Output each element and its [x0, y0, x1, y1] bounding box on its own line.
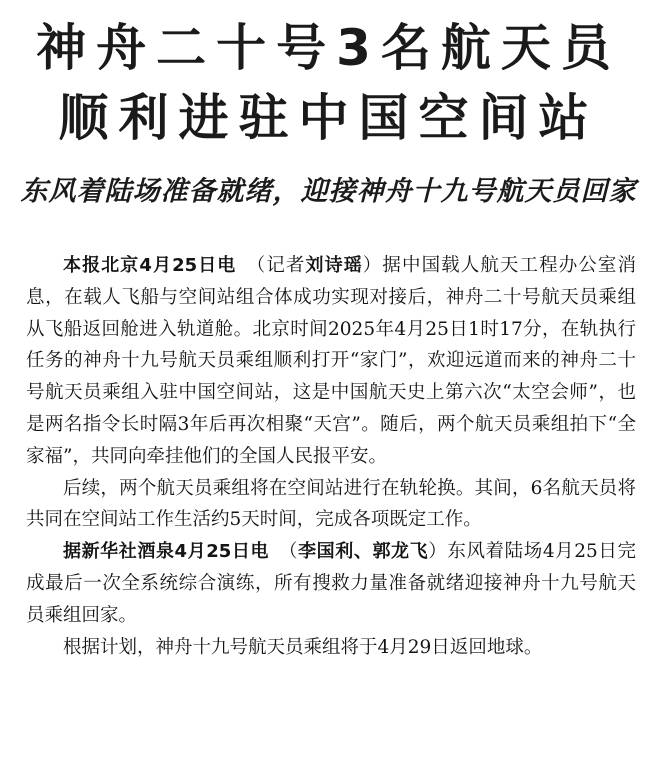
- reporter-name: 刘诗瑶: [305, 255, 363, 276]
- paragraph-4: [26, 632, 636, 664]
- byline-open: （: [288, 541, 299, 563]
- paragraph-4-text: 根据计划，神舟十九号航天员乘组将于4月29日返回地球。: [63, 636, 543, 658]
- paragraph-3: [26, 536, 636, 631]
- byline-open: （记者: [255, 255, 306, 276]
- dateline-jiuquan: 据新华社酒泉4月25日电: [63, 541, 270, 563]
- paragraph-3-text: 东风着陆场4月25日完成最后一次全系统综合演练，所有搜救力量准备就绪迎接神舟十九号航天员乘组回家。: [26, 541, 636, 626]
- paragraph-1-text: 据中国载人航天工程办公室消息，在载人飞船与空间站组合体成功实现对接后，神舟二十号航天员乘组从飞船返回舱进入轨道舱。北京时间2025年4月25日1时17分，在轨执行任务的神舟十九号航天员乘组顺利打开“家门”，欢迎远道而来的神舟二十号航天员乘组入驻中国空间站，这是中国航天史上第六次“太空会师”，也是两名指令长时隔3年后再次相聚“天宫”。随后，两个航天员乘组拍下“全家福”，共同向牵挂他们的全国人民报平安。: [26, 255, 636, 467]
- paragraph-2: [26, 473, 636, 537]
- paragraph-2-text: 后续，两个航天员乘组将在空间站进行在轨轮换。其间，6名航天员将共同在空间站工作生活约5天时间，完成各项既定工作。: [26, 477, 636, 531]
- article-body: [26, 250, 636, 663]
- headline-line-1: 神舟二十号3名航天员: [36, 19, 621, 77]
- paragraph-1: [26, 250, 636, 473]
- byline-close: ）: [428, 541, 448, 563]
- headline-line-2: 顺利进驻中国空间站: [58, 89, 599, 147]
- dateline-beijing: 本报北京4月25日电: [63, 255, 237, 276]
- subheadline: 东风着陆场准备就绪，迎接神舟十九号航天员回家: [20, 176, 637, 207]
- byline-close: ）: [362, 255, 383, 276]
- reporter-names: 李国利、郭龙飞: [298, 541, 429, 563]
